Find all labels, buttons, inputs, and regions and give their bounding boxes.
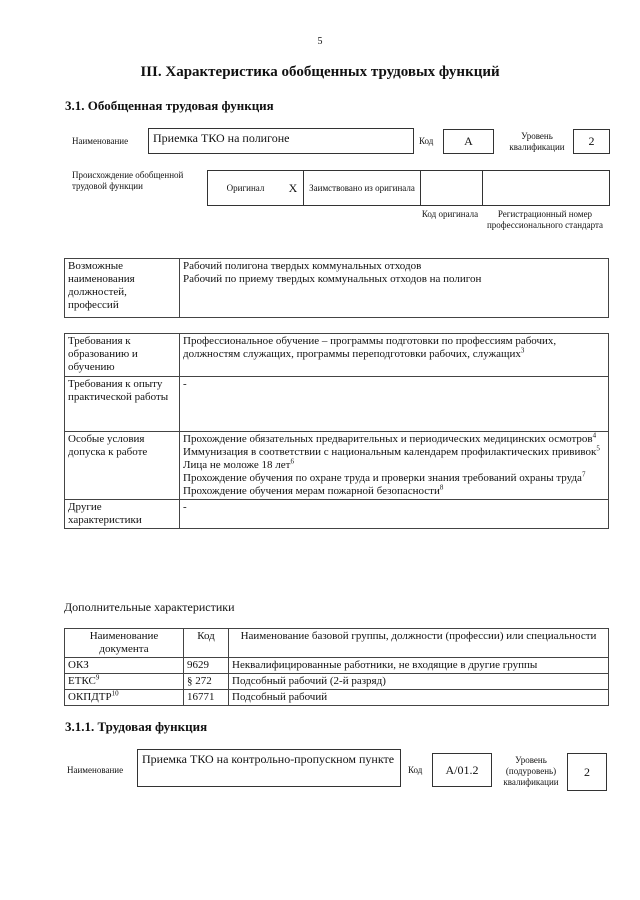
other-label: Другие характеристики: [65, 500, 180, 529]
name-cell: Подсобный рабочий (2-й разряд): [229, 674, 609, 690]
condition-text: Прохождение обязательных предварительных и периодических медицинских осмотров: [183, 433, 593, 445]
doc-name: ЕТКС: [68, 675, 96, 687]
education-label: Требования к образованию и обучению: [65, 334, 180, 377]
code-original-caption: Код оригинала: [421, 209, 479, 219]
table-header-row: [65, 629, 609, 658]
original-label: Оригинал: [226, 182, 265, 193]
table-row: [65, 500, 609, 529]
tf-code-field: А/01.2: [432, 753, 492, 787]
doc-cell: [65, 690, 184, 706]
position-item: Рабочий по приему твердых коммунальных отходов на полигон: [183, 273, 482, 285]
page-number: 5: [317, 36, 323, 47]
tf-level-field: 2: [567, 753, 607, 791]
footnote-ref: 10: [111, 689, 119, 698]
table-row: [65, 432, 609, 500]
conditions-value: [180, 432, 609, 500]
condition-text: Иммунизация в соответствии с национальным календарем профилактических прививок: [183, 446, 597, 458]
section-heading-3-1-1: 3.1.1. Трудовая функция: [65, 719, 208, 734]
doc-name: ОКЗ: [68, 659, 89, 671]
education-text: Профессиональное обучение – программы подготовки по профессиям рабочих, должностям служащих, программы переподготовки рабочих, служащих: [183, 335, 557, 360]
tf-name-field: Приемка ТКО на контрольно-пропускном пункте: [137, 749, 401, 787]
condition-text: Лица не моложе 18 лет: [183, 459, 291, 471]
footnote-ref: 4: [592, 431, 597, 440]
code-cell: 16771: [184, 690, 229, 706]
doc-name: ОКПДТР: [68, 691, 112, 703]
code-field: А: [443, 129, 494, 154]
origin-label: Происхождение обобщенной трудовой функции: [72, 170, 184, 191]
footnote-ref: 6: [290, 457, 294, 466]
table-row: [65, 259, 609, 318]
footnote-ref: 3: [520, 346, 525, 355]
footnote-ref: 8: [439, 483, 444, 492]
additional-table: [64, 628, 609, 706]
footnote-ref: 9: [95, 673, 100, 682]
condition-item: [183, 472, 605, 485]
reg-number-caption: Регистрационный номер профессионального стандарта: [486, 209, 604, 230]
condition-text: Прохождение обучения мерам пожарной безопасности: [183, 485, 440, 497]
reg-number-cell: [482, 171, 609, 205]
level-label: Уровень квалификации: [509, 131, 565, 152]
condition-item: [183, 485, 605, 498]
doc-cell: [65, 674, 184, 690]
function-name-field: Приемка ТКО на полигоне: [148, 128, 414, 154]
table-row: [65, 658, 609, 674]
other-value: -: [180, 500, 609, 529]
borrowed-label: Заимствовано из оригинала: [303, 171, 420, 205]
col-name-header: Наименование базовой группы, должности (профессии) или специальности: [229, 629, 609, 658]
conditions-label: Особые условия допуска к работе: [65, 432, 180, 500]
page-title: III. Характеристика обобщенных трудовых функций: [140, 64, 500, 80]
positions-label: Возможные наименования должностей, профессий: [65, 259, 180, 318]
original-mark: X: [288, 180, 298, 195]
level-field: 2: [573, 129, 610, 154]
condition-text: Прохождение обучения по охране труда и проверки знания требований охраны труда: [183, 472, 582, 484]
origin-table: [207, 170, 610, 206]
code-cell: § 272: [184, 674, 229, 690]
table-row: [65, 377, 609, 432]
condition-item: [183, 459, 605, 472]
experience-value: -: [180, 377, 609, 432]
table-row: [65, 690, 609, 706]
name-cell: Подсобный рабочий: [229, 690, 609, 706]
condition-item: [183, 433, 605, 446]
experience-label: Требования к опыту практической работы: [65, 377, 180, 432]
original-code-cell: [420, 171, 482, 205]
positions-table: [64, 258, 609, 318]
code-cell: 9629: [184, 658, 229, 674]
position-item: Рабочий полигона твердых коммунальных отходов: [183, 260, 422, 272]
tf-level-label: Уровень (подуровень) квалификации: [503, 755, 559, 787]
table-row: [65, 674, 609, 690]
education-value: [180, 334, 609, 377]
name-cell: Неквалифицированные работники, не входящие в другие группы: [229, 658, 609, 674]
footnote-ref: 5: [596, 444, 600, 453]
code-label: Код: [419, 136, 434, 146]
name-label: Наименование: [72, 136, 129, 146]
positions-value: [180, 259, 609, 318]
tf-code-label: Код: [408, 765, 423, 775]
requirements-table: [64, 333, 609, 529]
condition-item: [183, 446, 605, 459]
doc-cell: [65, 658, 184, 674]
col-doc-header: Наименование документа: [65, 629, 184, 658]
footnote-ref: 7: [581, 470, 586, 479]
section-heading-3-1: 3.1. Обобщенная трудовая функция: [65, 98, 274, 113]
tf-name-label: Наименование: [67, 765, 124, 775]
table-row: [65, 334, 609, 377]
additional-heading: Дополнительные характеристики: [64, 600, 235, 614]
col-code-header: Код: [184, 629, 229, 658]
